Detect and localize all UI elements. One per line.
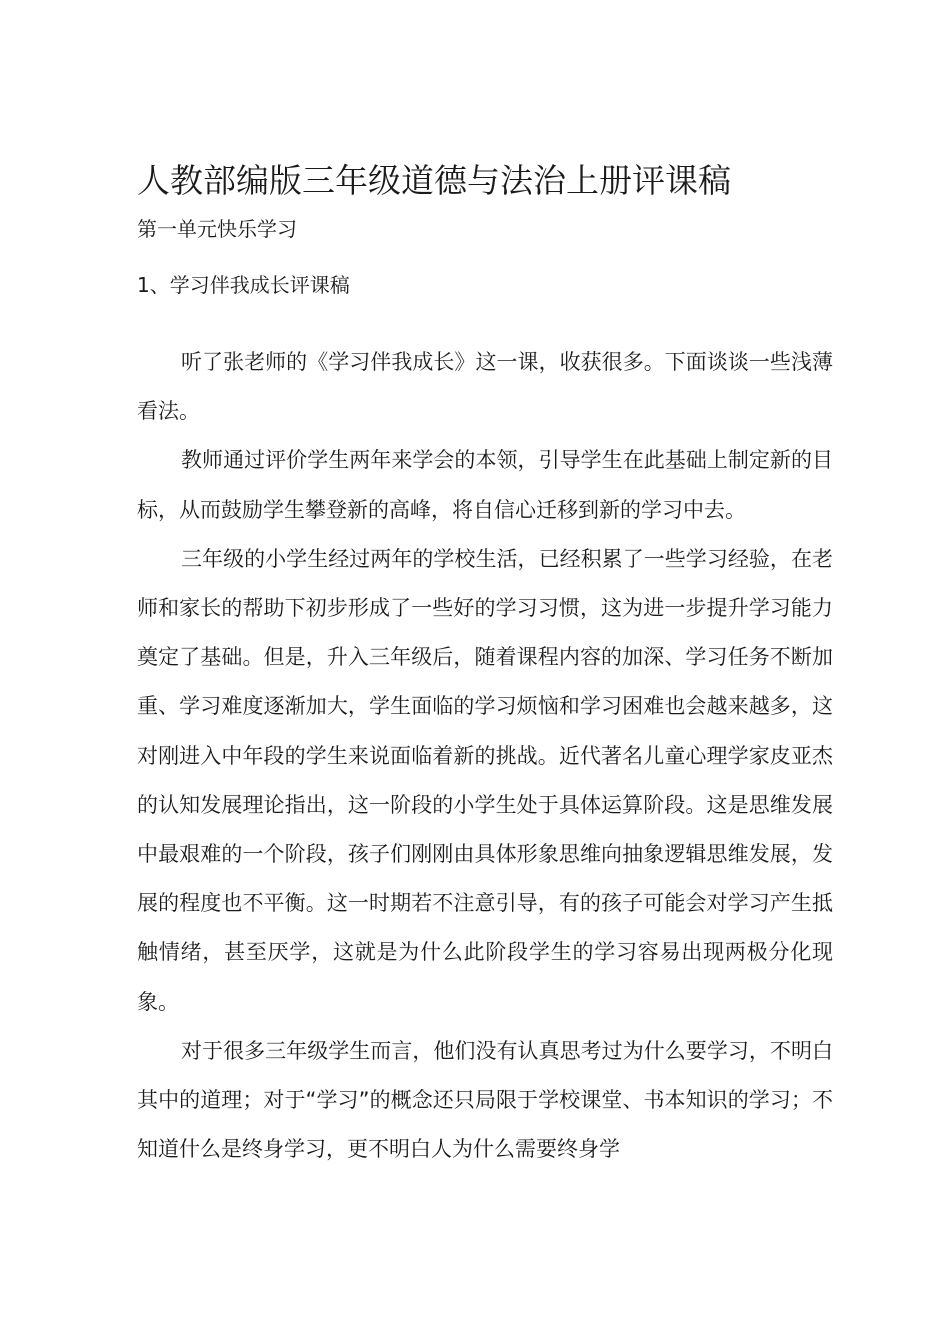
paragraph: 三年级的小学生经过两年的学校生活，已经积累了一些学习经验，在老师和家长的帮助下初步形成了一些好的学习习惯，这为进一步提升学习能力奠定了基础。但是，升入三年级后，随着课程内容的加深、学习任务不断加重、学习难度逐渐加大，学生面临的学习烦恼和学习困难也会越来越多，这对刚进入中年段的学生来说面临着新的挑战。近代著名儿童心理学家皮亚杰的认知发展理论指出，这一阶段的小学生处于具体运算阶段。这是思维发展中最艰难的一个阶段，孩子们刚刚由具体形象思维向抽象逻辑思维发展，发展的程度也不平衡。这一时期若不注意引导，有的孩子可能会对学习产生抵触情绪，甚至厌学，这就是为什么此阶段学生的学习容易出现两极分化现象。 [137,546,833,1014]
paragraph: 教师通过评价学生两年来学会的本领，引导学生在此基础上制定新的目标，从而鼓励学生攀登新的高峰，将自信心迁移到新的学习中去。 [137,448,833,522]
document-body [137,338,833,1174]
paragraph: 听了张老师的《学习伴我成长》这一课，收获很多。下面谈谈一些浅薄看法。 [137,350,833,424]
unit-heading: 第一单元快乐学习 [137,217,297,241]
lesson-heading: 1、学习伴我成长评课稿 [137,273,350,297]
document-title: 人教部编版三年级道德与法治上册评课稿 [137,161,731,200]
paragraph: 对于很多三年级学生而言，他们没有认真思考过为什么要学习，不明白其中的道理；对于“学习”的概念还只局限于学校课堂、书本知识的学习；不知道什么是终身学习，更不明白人为什么需要终身学 [137,1038,833,1162]
